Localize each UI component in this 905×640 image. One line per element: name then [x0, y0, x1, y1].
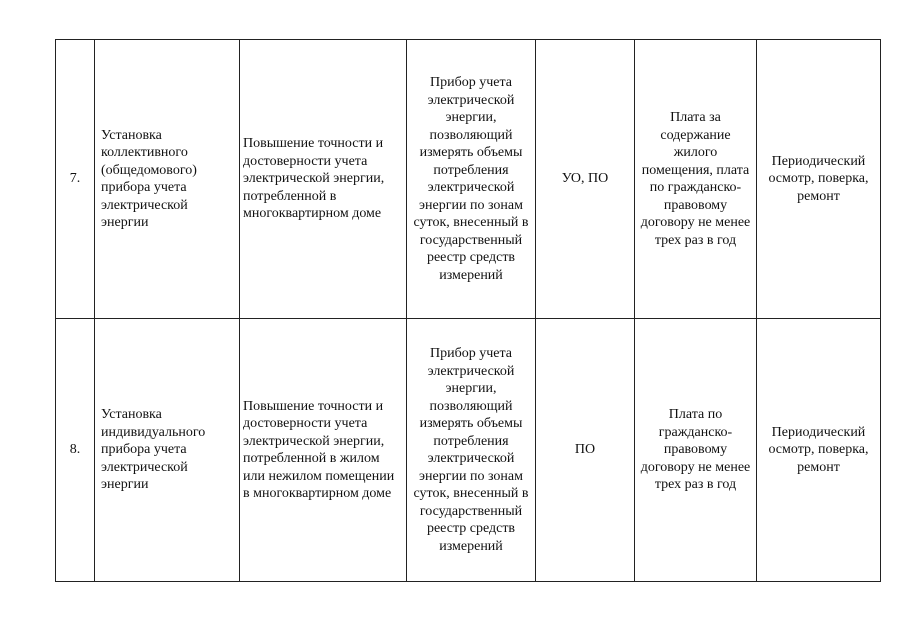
measure-goal: Повышение точности и достоверности учета электрической энергии, потребленной в жилом или нежилом помещении в многоквартирном доме: [240, 319, 407, 582]
equipment-description: Прибор учета электрической энергии, позволяющий измерять объемы потребления электрической энергии по зонам суток, внесенный в государственный реестр средств измерений: [407, 40, 536, 319]
payment-source: Плата за содержание жилого помещения, плата по гражданско-правовому договору не менее трех раз в год: [635, 40, 757, 319]
payment-source: Плата по гражданско-правовому договору не менее трех раз в год: [635, 319, 757, 582]
measures-table: [55, 39, 881, 582]
measure-name: Установка коллективного (общедомового) прибора учета электрической энергии: [95, 40, 240, 319]
maintenance-type: Периодический осмотр, поверка, ремонт: [757, 40, 881, 319]
table-row: [56, 40, 881, 319]
responsible-organization: ПО: [536, 319, 635, 582]
maintenance-type: Периодический осмотр, поверка, ремонт: [757, 319, 881, 582]
equipment-description: Прибор учета электрической энергии, позволяющий измерять объемы потребления электрической энергии по зонам суток, внесенный в государственный реестр средств измерений: [407, 319, 536, 582]
responsible-organization: УО, ПО: [536, 40, 635, 319]
measure-goal: Повышение точности и достоверности учета электрической энергии, потребленной в многоквартирном доме: [240, 40, 407, 319]
row-number: 7.: [56, 40, 95, 319]
row-number: 8.: [56, 319, 95, 582]
measure-name: Установка индивидуального прибора учета электрической энергии: [95, 319, 240, 582]
table-row: [56, 319, 881, 582]
